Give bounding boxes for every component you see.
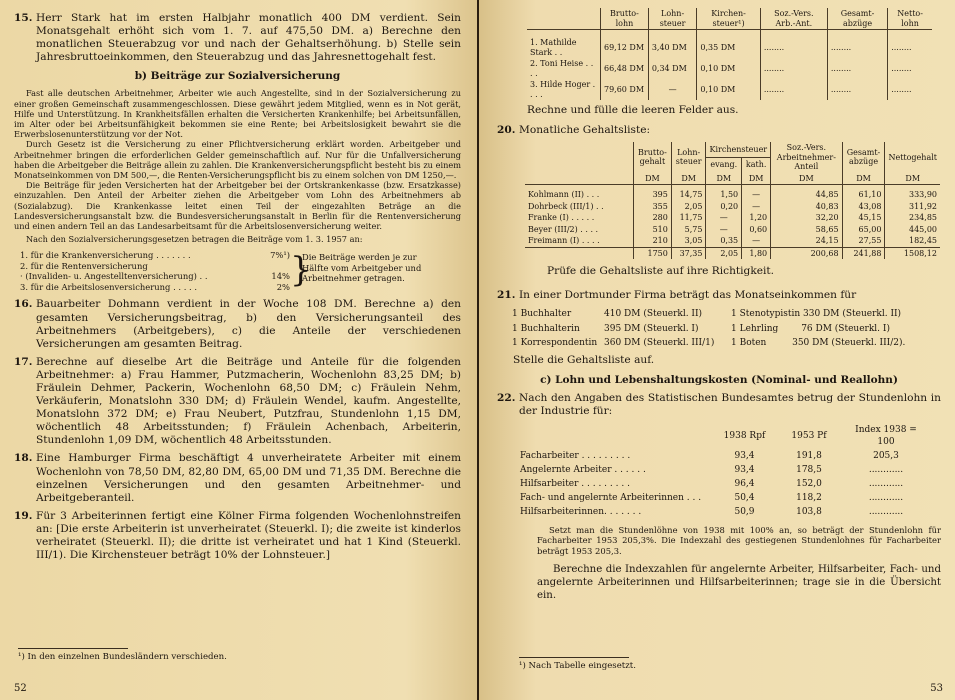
table-header: 1953 Pf [791, 430, 827, 441]
exercise-text: Nach den Angaben des Statistischen Bundesamtes betrug der Stundenlohn in der Industrie für: [519, 391, 941, 417]
exercise-16 [14, 298, 461, 350]
section-heading: b) Beiträge zur Sozialversicherung [134, 70, 341, 83]
info-text [14, 88, 461, 244]
exercise-number: 22. [497, 391, 516, 404]
table-row: Dohrbeck (III/1) . . 355 2,05 0,20 — 40,83 43,08 311,92 [525, 201, 940, 213]
exercise-text: Monatliche Gehaltsliste: [519, 124, 651, 136]
salary-list-table [525, 142, 940, 259]
table-row: Angelernte Arbeiter . . . . . . 93,4 178,5 ............ [520, 464, 904, 475]
table-header: Nettogehalt [885, 142, 940, 173]
table-row: Franke (I) . . . . . 280 11,75 — 1,20 32,20 45,15 234,85 [525, 212, 940, 224]
table-header-row [527, 8, 932, 30]
table-header: Gesamt-abzüge [842, 142, 885, 173]
exercise-19 [14, 510, 461, 562]
exercise-number: 16. [14, 298, 33, 311]
info-paragraph: Die Beiträge für jeden Versicherten hat der Arbeitgeber bei der Ortskrankenkasse (bzw. Ersatzkasse) einzuzahlen. Den Anteil der Arbeiter ziehen die Arbeitgeber vom Lohn des Arbeitnehmers ab (Sozialabzug). Die Krankenkasse leitet einen Teil der eingezahlten Beträge an die Landesversicherungsanstalt bzw. die Bundesversicherungsanstalt in Berlin für die Rentenversicherung und einen andern Teil an das Landesarbeitsamt für die Arbeitslosenversicherung weiter. [14, 180, 461, 232]
rates-note: Die Beiträge werden je zur Hälfte vom Arbeitgeber und Arbeitnehmer getragen. [302, 252, 422, 284]
page-number: 53 [930, 683, 943, 694]
right-page [479, 0, 955, 700]
table-row: 1. Mathilde Stark . . 69,12 DM 3,40 DM 0,35 DM ........ ........ ........ [527, 30, 932, 59]
exercise-number: 15. [14, 12, 33, 24]
brace: } [290, 250, 312, 291]
exercise-22 [497, 392, 941, 418]
page-number: 52 [14, 683, 27, 694]
index-table [519, 423, 927, 519]
exercise-number: 20. [497, 124, 516, 136]
exercise-number: 18. [14, 452, 33, 465]
rate-row: · (Invaliden- u. Angestelltenversicherung) . . 14% [20, 271, 290, 282]
rate-row: 1. für die Krankenversicherung . . . . . . . 7%¹) [20, 250, 290, 261]
table-row: 2. Toni Heise . . . . 66,48 DM 0,34 DM 0,10 DM ........ ........ ........ [527, 58, 932, 79]
table-subheader: evang. [706, 157, 742, 172]
footnote: ¹) In den einzelnen Bundesländern verschieden. [18, 652, 227, 662]
exercise-number: 19. [14, 509, 33, 522]
table-unit-row: DM DM DM DM DM DM DM [525, 173, 940, 185]
table-row: 1 Korrespondentin 360 DM (Steuerkl. III/1) 1 Boten 350 DM (Steuerkl. III/2). [512, 338, 906, 349]
footnote-rule [519, 657, 629, 658]
table-header: Lohn-steuer [671, 142, 706, 173]
info-paragraph: Fast alle deutschen Arbeitnehmer, Arbeiter wie auch Angestellte, sind in der Sozialversicherung zu einer großen Gemeinschaft zusammengeschlossen. Diese gewährt jedem Mitglied, wenn es in Not gerät, Hilfe und Unterstützung. In Krankheitsfällen erhalten die Versicherten Krankenhilfe; bei Arbeitsunfällen, im Alter oder bei Arbeitsunfähigkeit bekommen sie eine Rente; bei Arbeitslosigkeit bewahrt sie die Erwerbslosenunterstützung vor der Not. [14, 88, 461, 140]
table-row: Kohlmann (II) . . . 395 14,75 1,50 — 44,85 61,10 333,90 [525, 185, 940, 201]
wage-strip-table [527, 8, 932, 100]
table-total-row: 1750 37,35 2,05 1,80 200,68 241,88 1508,12 [525, 247, 940, 259]
table-header: Lohn-steuer [648, 8, 697, 30]
exercise-17 [14, 356, 461, 448]
left-page [0, 0, 477, 700]
rates-list [20, 250, 290, 292]
info-paragraph: Nach den Sozialversicherungsgesetzen betragen die Beiträge vom 1. 3. 1957 an: [26, 234, 363, 245]
exercise-text: In einer Dortmunder Firma beträgt das Monatseinkommen für [519, 289, 857, 302]
exercise-text: Für 3 Arbeiterinnen fertigt eine Kölner Firma folgenden Wochenlohnstreifen an: [Die erste Arbeiterin ist unverheiratet (Steuerkl. I); die zweite ist kinderlos verheiratet (Steuerkl. II); die dritte ist verheiratet und hat 1 Kind (Steuerkl. III/1). Die Kirchensteuer beträgt 10% der Lohnsteuer.] [36, 509, 461, 562]
exercise-text: Bauarbeiter Dohmann verdient in der Woche 108 DM. Berechne a) den gesamten Versicherungsbeitrag, b) den Versicherungsanteil des Arbeitnehmers (Arbeitgebers), c) die Anteile der verschiedenen Versicherungen am gesamten Beitrag. [36, 298, 461, 350]
table-row: Beyer (III/2) . . . . 510 5,75 — 0,60 58,65 65,00 445,00 [525, 224, 940, 236]
table-header: Gesamt-abzüge [827, 8, 887, 30]
exercise-number: 21. [497, 289, 516, 302]
exercise-21 [497, 289, 941, 302]
table-header: Soz.-Vers. Arbeitnehmer-Anteil [771, 142, 842, 173]
index-note: Setzt man die Stundenlöhne von 1938 mit 100% an, so beträgt der Stundenlohn für Facharbeiter 1953 205,3%. Die Indexzahl des gestiegenen Stundenlohnes für Facharbeiter beträgt 1953 205,3. [537, 524, 941, 556]
table-header: Netto-lohn [888, 8, 932, 30]
table-note: Prüfe die Gehaltsliste auf ihre Richtigkeit. [547, 265, 775, 278]
exercise-task: Berechne die Indexzahlen für angelernte Arbeiter, Hilfsarbeiter, Fach- und angelernte Arbeiterinnen und Hilfsarbeiterinnen; trage sie in die Übersicht ein. [537, 564, 941, 601]
section-heading: c) Lohn und Lebenshaltungskosten (Nominal- und Reallohn) [540, 373, 898, 386]
table-note: Stelle die Gehaltsliste auf. [513, 353, 655, 366]
exercise-text: Eine Hamburger Firma beschäftigt 4 unverheiratete Arbeiter mit einem Wochenlohn von 78,50 DM, 82,80 DM, 65,00 DM und 71,35 DM. Berechne die einzelnen Versicherungen und den gesamten Arbeitnehmer- und Arbeitgeberanteil. [36, 452, 461, 504]
rate-row: 2. für die Rentenversicherung [20, 260, 148, 271]
table-row: 3. Hilde Hoger . . . . 79,60 DM — 0,10 DM ........ ........ ........ [527, 79, 932, 100]
table-header [527, 8, 600, 30]
contribution-rates [20, 250, 461, 292]
table-row: Hilfsarbeiter . . . . . . . . . 96,4 152,0 ............ [520, 478, 904, 489]
table-row: Facharbeiter . . . . . . . . . 93,4 191,8 205,3 [520, 450, 899, 461]
table-header: Soz.-Vers. Arb.-Ant. [760, 8, 827, 30]
table-row: Hilfsarbeiterinnen. . . . . . . 50,9 103,8 ............ [520, 506, 904, 517]
exercise-text: Herr Stark hat im ersten Halbjahr monatlich 400 DM verdient. Sein Monatsgehalt erhöht sich vom 1. 7. auf 475,50 DM. a) Berechne den monatlichen Steuerabzug vor und nach der Gehaltserhöhung. b) Stelle sein Jahresbruttoeinkommen, den Steuerabzug und das Jahresnettogehalt fest. [36, 12, 461, 64]
exercise-number: 17. [14, 355, 33, 368]
exercise-15 [14, 12, 461, 64]
table-row: 1 Buchhalter 410 DM (Steuerkl. II) 1 Stenotypistin 330 DM (Steuerkl. II) [512, 309, 902, 320]
table-header: Brutto-gehalt [634, 142, 672, 173]
table-row: 1 Buchhalterin 395 DM (Steuerkl. I) 1 Lehrling 76 DM (Steuerkl. I) [512, 323, 890, 334]
staff-table [511, 307, 906, 351]
table-header: Index 1938 = 100 [855, 424, 917, 447]
table-note: Rechne und fülle die leeren Felder aus. [527, 104, 739, 116]
footnote-rule [18, 648, 128, 649]
table-subheader: kath. [742, 157, 771, 172]
exercise-18 [14, 452, 461, 504]
footnote: ¹) Nach Tabelle eingesetzt. [519, 661, 636, 671]
table-header: Brutto-lohn [600, 8, 648, 30]
info-paragraph: Durch Gesetz ist die Versicherung zu einer Pflichtversicherung erklärt worden. Arbeitgeber und Arbeitnehmer bringen die erforderlichen Gelder gemeinschaftlich auf. Nur für die Unfallversicherung haben die Arbeitgeber die Beiträge allein zu zahlen. Die Krankenversicherungspflicht besteht bis zu einem Monatseinkommen von DM 500,—, die Renten-Versicherungspflicht bis zu einem solchen von DM 1250,—. [14, 139, 461, 180]
table-header: 1938 Rpf [723, 430, 766, 441]
exercise-20 [497, 124, 941, 137]
table-header: Kirchensteuer [706, 142, 771, 157]
table-header: Kirchen-steuer¹) [697, 8, 760, 30]
table-header-row [519, 423, 927, 449]
table-row: Freimann (I) . . . . 210 3,05 0,35 — 24,15 27,55 182,45 [525, 235, 940, 247]
table-row: Fach- und angelernte Arbeiterinnen . . . 50,4 118,2 ............ [520, 492, 904, 503]
exercise-text: Berechne auf dieselbe Art die Beiträge und Anteile für die folgenden Arbeitnehmer: a) Frau Hammer, Putzmacherin, Wochenlohn 83,25 DM; b) Fräulein Dehmer, Packerin, Wochenlohn 68,50 DM; c) Fräulein Nehm, Verkäuferin, Monatslohn 330 DM; d) Fräulein Wendel, kaufm. Angestellte, Monatslohn 372 DM; e) Frau Neubert, Putzfrau, Stundenlohn 1,15 DM, wöchentlich 48 Arbeitsstunden; f) Fräulein Achenbach, Arbeiterin, Stundenlohn 1,09 DM, wöchentlich 48 Arbeitsstunden. [36, 355, 461, 447]
rate-row: 3. für die Arbeitslosenversicherung . . . . . 2% [20, 281, 290, 292]
table-header-row [525, 142, 940, 157]
